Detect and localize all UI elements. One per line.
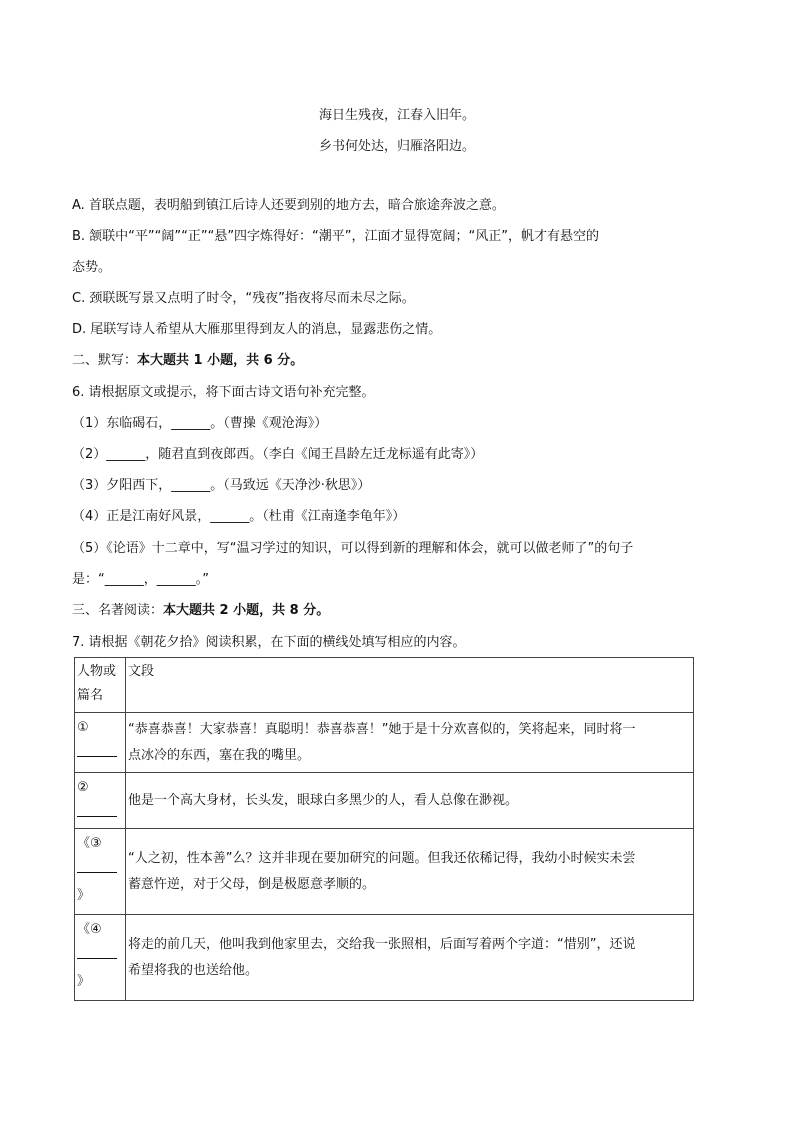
- header-cell-person: 人物或篇名: [75, 658, 126, 713]
- answer-blank[interactable]: [77, 801, 123, 827]
- question-6-item-2: （2）______，随君直到夜郎西。（李白《闻王昌龄左迁龙标遥有此寄》）: [72, 447, 484, 462]
- reading-table: [74, 657, 694, 1001]
- table-row: [75, 773, 694, 829]
- row-label: ②: [77, 780, 89, 795]
- question-6-item-4: （4）正是江南好风景，______。（杜甫《江南逢李龟年》）: [72, 509, 406, 524]
- section-3-info: 本大题共 2 小题，共 8 分。: [163, 603, 330, 618]
- option-b-line-2: 态势。: [72, 260, 112, 275]
- passage-line: 他是一个高大身材，长头发，眼球白多黑少的人，看人总像在渺视。: [128, 792, 519, 808]
- section-2-info: 本大题共 1 小题，共 6 分。: [137, 353, 304, 368]
- row-label: 《③: [77, 836, 102, 851]
- row-label-cell: [75, 829, 126, 915]
- question-6-stem: 6. 请根据原文或提示，将下面古诗文语句补充完整。: [72, 385, 375, 400]
- table-header-row: [75, 658, 694, 713]
- option-b-line-1: B. 颔联中“平”“阔”“正”“悬”四字炼得好：“潮平”，江面才显得宽阔；“风正”，帆才有悬空的: [72, 229, 600, 244]
- header-cell-passage: 文段: [126, 658, 694, 713]
- row-passage: [126, 829, 694, 915]
- option-c: C. 颈联既写景又点明了时令，“残夜”指夜将尽而未尽之际。: [72, 291, 415, 306]
- row-label-cell: [75, 773, 126, 829]
- question-6-item-3: （3）夕阳西下，______。（马致远《天净沙·秋思》）: [72, 478, 371, 493]
- table-row: [75, 829, 694, 915]
- question-6-item-5-line-1: （5）《论语》十二章中，写“温习学过的知识，可以得到新的理解和体会，就可以做老师了”的句子: [72, 541, 634, 556]
- table-row: [75, 713, 694, 773]
- row-label-cell: [75, 713, 126, 773]
- row-label-suffix: 》: [77, 888, 91, 903]
- row-passage: [126, 713, 694, 773]
- passage-line: 蓄意忤逆，对于父母，倒是极愿意孝顺的。: [128, 876, 376, 892]
- passage-line: 将走的前几天，他叫我到他家里去，交给我一张照相，后面写着两个字道：“惜别”，还说: [128, 936, 636, 952]
- row-label: 《④: [77, 922, 102, 937]
- passage-line: “人之初，性本善”么？这并非现在要加研究的问题。但我还依稀记得，我幼小时候实未尝: [128, 850, 636, 866]
- passage-line: 点冰冷的东西，塞在我的嘴里。: [128, 747, 311, 763]
- row-label: ①: [77, 720, 89, 735]
- passage-line: “恭喜恭喜！大家恭喜！真聪明！恭喜恭喜！”她于是十分欢喜似的，笑将起来，同时将一: [128, 721, 636, 737]
- passage-line: 希望将我的也送给他。: [128, 962, 259, 978]
- question-7-stem: 7. 请根据《朝花夕拾》阅读积累，在下面的横线处填写相应的内容。: [72, 635, 466, 650]
- row-passage: [126, 915, 694, 1001]
- section-3-prefix: 三、名著阅读：: [72, 603, 164, 618]
- row-label-suffix: 》: [77, 974, 91, 989]
- section-2-heading: [72, 352, 724, 370]
- option-a: A. 首联点题，表明船到镇江后诗人还要到别的地方去，暗合旅途奔波之意。: [72, 198, 505, 213]
- row-label-cell: [75, 915, 126, 1001]
- section-2-prefix: 二、默写：: [72, 353, 138, 368]
- answer-blank[interactable]: [77, 857, 123, 883]
- option-d: D. 尾联写诗人希望从大雁那里得到友人的消息，显露悲伤之情。: [72, 322, 442, 337]
- answer-blank[interactable]: [77, 943, 123, 969]
- question-6-item-1: （1）东临碣石，______。（曹操《观沧海》）: [72, 416, 328, 431]
- poem-line-2: 乡书何处达，归雁洛阳边。: [318, 139, 475, 154]
- row-passage: [126, 773, 694, 829]
- section-3-heading: [72, 602, 724, 620]
- answer-blank[interactable]: [77, 741, 123, 767]
- question-6-item-5-line-2: 是：“______，______。”: [72, 572, 209, 587]
- table-row: [75, 915, 694, 1001]
- poem-line-1: 海日生残夜，江春入旧年。: [318, 108, 475, 123]
